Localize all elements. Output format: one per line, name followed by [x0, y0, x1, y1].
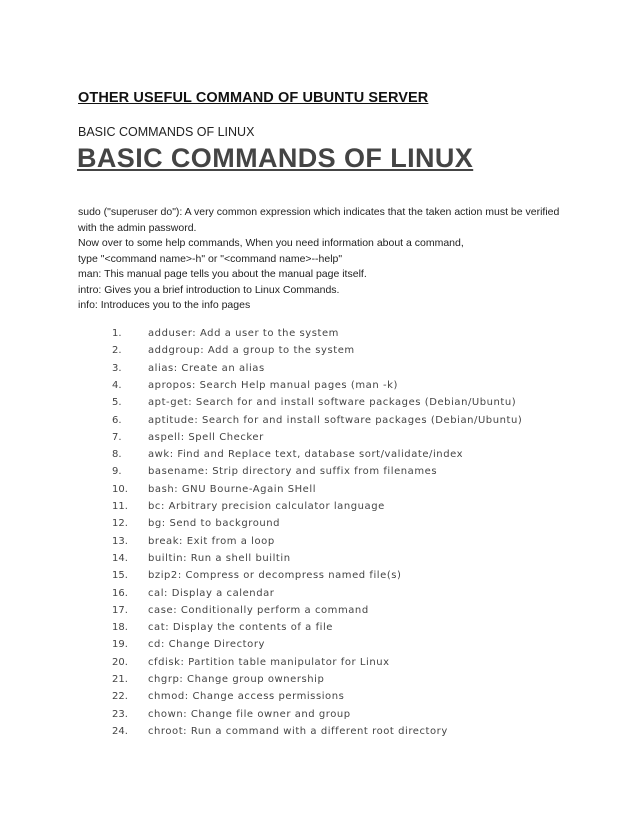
- list-item-number: 17.: [112, 604, 128, 616]
- intro-line: info: Introduces you to the info pages: [78, 299, 251, 311]
- list-item: [0, 553, 638, 570]
- list-item: [0, 657, 638, 674]
- list-item-text: addgroup: Add a group to the system: [148, 345, 355, 357]
- list-item: [0, 605, 638, 622]
- intro-line: sudo ("superuser do"): A very common expression which indicates that the taken action must be verified: [78, 206, 560, 218]
- list-item: [0, 536, 638, 553]
- list-item-text: cd: Change Directory: [148, 639, 265, 651]
- list-item: [0, 709, 638, 726]
- list-item-text: chmod: Change access permissions: [148, 691, 345, 703]
- list-item-number: 10.: [112, 483, 128, 495]
- list-item: [0, 397, 638, 414]
- list-item-number: 22.: [112, 691, 128, 703]
- list-item-text: apropos: Search Help manual pages (man -k): [148, 379, 398, 391]
- list-item-number: 19.: [112, 639, 128, 651]
- page-title: OTHER USEFUL COMMAND OF UBUNTU SERVER: [78, 90, 429, 106]
- list-item-text: chown: Change file owner and group: [148, 708, 351, 720]
- list-item-text: builtin: Run a shell builtin: [148, 552, 291, 564]
- list-item-text: apt-get: Search for and install software packages (Debian/Ubuntu): [148, 397, 517, 409]
- list-item: [0, 432, 638, 449]
- list-item-number: 4.: [112, 379, 122, 391]
- list-item-text: chroot: Run a command with a different root directory: [148, 725, 448, 737]
- list-item-number: 5.: [112, 397, 122, 409]
- list-item: [0, 484, 638, 501]
- list-item: [0, 518, 638, 535]
- list-item-number: 24.: [112, 725, 128, 737]
- list-item: [0, 726, 638, 743]
- intro-line: intro: Gives you a brief introduction to Linux Commands.: [78, 283, 340, 296]
- list-item: [0, 415, 638, 432]
- list-item-number: 16.: [112, 587, 128, 599]
- list-item-text: alias: Create an alias: [148, 362, 265, 374]
- list-item-number: 6.: [112, 414, 122, 426]
- intro-line: type "<command name>-h" or "<command name>--help": [78, 252, 343, 265]
- list-item: [0, 622, 638, 639]
- list-item-text: bc: Arbitrary precision calculator language: [148, 501, 385, 512]
- list-item-text: basename: Strip directory and suffix from filenames: [148, 466, 438, 478]
- section-heading-large: BASIC COMMANDS OF LINUX: [77, 143, 474, 173]
- list-item-number: 2.: [112, 345, 122, 357]
- section-subtitle-small: BASIC COMMANDS OF LINUX: [78, 125, 255, 139]
- list-item-text: bzip2: Compress or decompress named file(s): [148, 570, 402, 582]
- list-item-number: 7.: [112, 431, 122, 443]
- list-item-text: case: Conditionally perform a command: [148, 604, 369, 616]
- list-item: [0, 466, 638, 483]
- list-item-number: 13.: [112, 535, 128, 547]
- list-item: [0, 345, 638, 362]
- list-item-text: adduser: Add a user to the system: [148, 328, 339, 339]
- list-item-number: 3.: [112, 362, 122, 374]
- list-item-number: 23.: [112, 708, 128, 720]
- intro-line: man: This manual page tells you about the manual page itself.: [78, 268, 367, 280]
- list-item-number: 20.: [112, 656, 128, 668]
- list-item-number: 9.: [112, 466, 122, 478]
- list-item-text: bg: Send to background: [148, 518, 281, 530]
- list-item-number: 21.: [112, 674, 128, 685]
- list-item-number: 1.: [112, 328, 122, 339]
- list-item: [0, 674, 638, 691]
- list-item-number: 14.: [112, 552, 128, 564]
- list-item: [0, 691, 638, 708]
- list-item: [0, 363, 638, 380]
- list-item-number: 15.: [112, 570, 128, 582]
- list-item-text: aptitude: Search for and install software packages (Debian/Ubuntu): [148, 414, 523, 426]
- list-item: [0, 501, 638, 518]
- list-item: [0, 639, 638, 656]
- intro-line: Now over to some help commands, When you need information about a command,: [78, 237, 464, 249]
- list-item-number: 12.: [112, 518, 128, 530]
- list-item: [0, 449, 638, 466]
- list-item-text: chgrp: Change group ownership: [148, 674, 325, 685]
- intro-paragraph: [78, 205, 598, 314]
- intro-line: with the admin password.: [78, 221, 197, 234]
- list-item-number: 18.: [112, 622, 128, 634]
- list-item: [0, 380, 638, 397]
- list-item-number: 11.: [112, 501, 128, 512]
- list-item-text: cat: Display the contents of a file: [148, 622, 334, 634]
- list-item-text: aspell: Spell Checker: [148, 431, 264, 443]
- list-item: [0, 328, 638, 345]
- list-item-text: bash: GNU Bourne-Again SHell: [148, 483, 317, 495]
- list-item: [0, 570, 638, 587]
- list-item: [0, 588, 638, 605]
- list-item-text: awk: Find and Replace text, database sort/validate/index: [148, 449, 464, 461]
- list-item-number: 8.: [112, 449, 122, 461]
- list-item-text: cfdisk: Partition table manipulator for Linux: [148, 656, 390, 668]
- list-item-text: break: Exit from a loop: [148, 535, 275, 547]
- list-item-text: cal: Display a calendar: [148, 587, 275, 599]
